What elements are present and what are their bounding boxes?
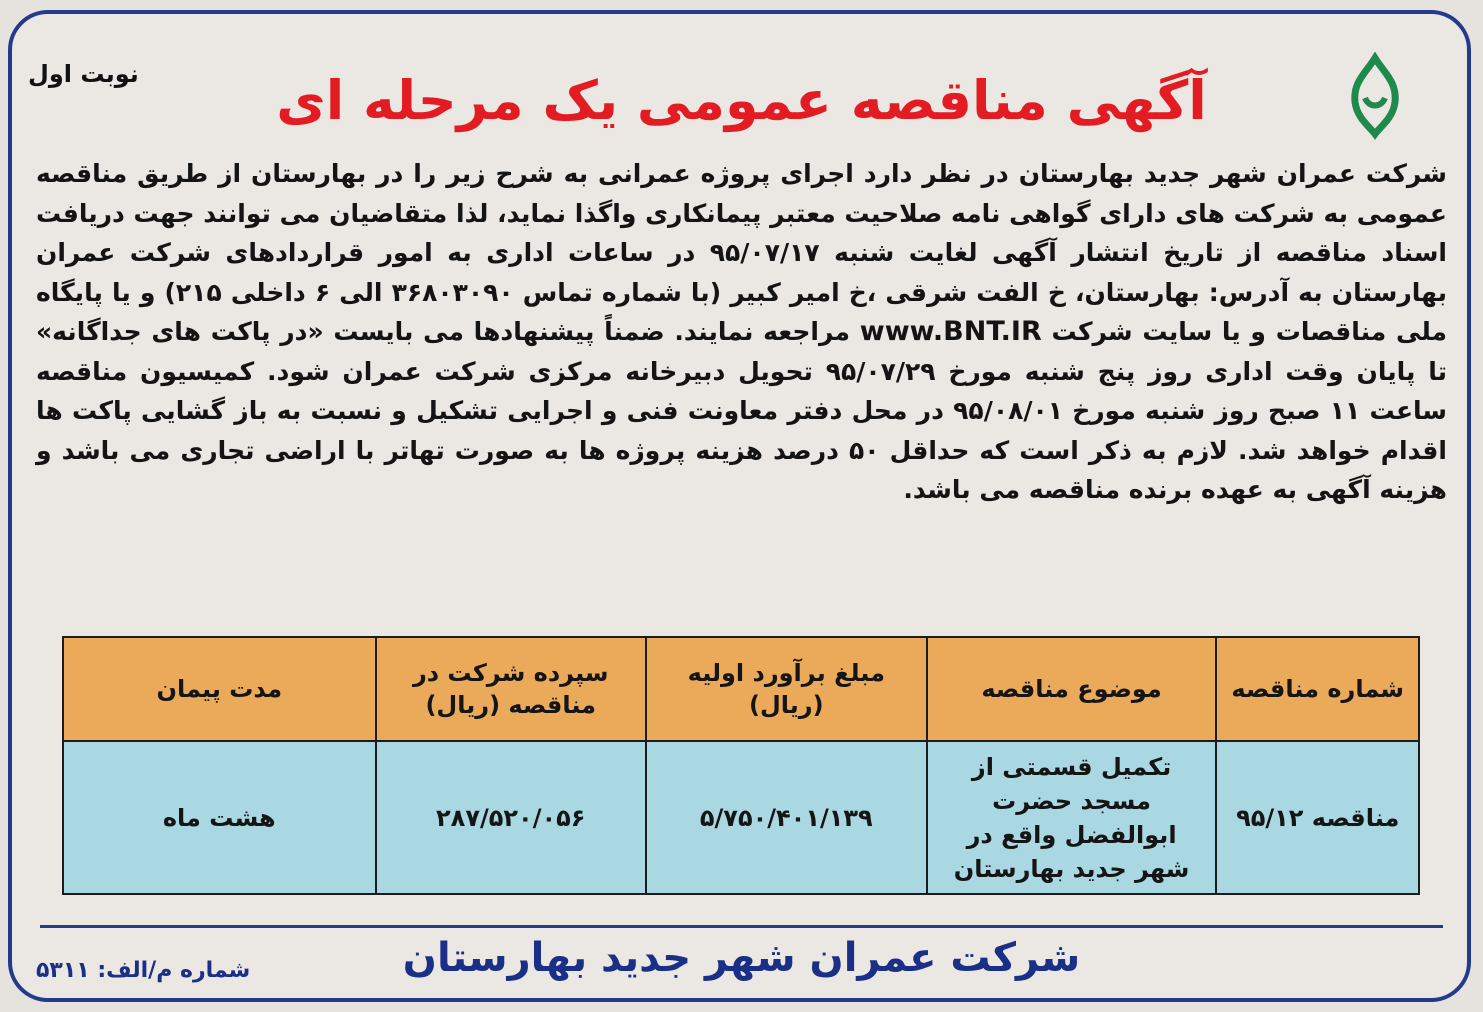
- tender-table: [62, 636, 1420, 895]
- header-contract-duration: مدت پیمان: [63, 637, 376, 741]
- publication-round-label: نوبت اول: [28, 60, 139, 88]
- cell-contract-duration: هشت ماه: [63, 741, 376, 894]
- header-tender-subject: موضوع مناقصه: [927, 637, 1217, 741]
- cell-tender-number: مناقصه ۹۵/۱۲: [1216, 741, 1419, 894]
- notice-title: آگهی مناقصه عمومی یک مرحله ای: [276, 69, 1207, 132]
- notice-body-text: شرکت عمران شهر جدید بهارستان در نظر دارد اجرای پروژه عمرانی به شرح زیر را در بهارستان از طریق مناقصه عمومی به شرکت های دارای گواهی نامه صلاحیت معتبر پیمانکاری واگذا نماید، لذا متقاضیان می توانند جهت دریافت اسناد مناقصه از تاریخ انتشار آگهی لغایت شنبه ۹۵/۰۷/۱۷ در ساعات اداری به امور قراردادهای شرکت عمران بهارستان به آدرس: بهارستان، خ الفت شرقی ،خ امیر کبیر (با شماره تماس ۳۶۸۰۳۰۹۰ الی ۶ داخلی ۲۱۵) و یا پایگاه ملی مناقصات و یا سایت شرکت: [36, 159, 1448, 346]
- header-initial-estimate: مبلغ برآورد اولیه (ریال): [646, 637, 927, 741]
- cell-tender-subject: تکمیل قسمتی از مسجد حضرت ابوالفضل واقع در شهر جدید بهارستان: [927, 741, 1217, 894]
- company-website-link[interactable]: www.BNT.IR: [859, 316, 1042, 347]
- footer-divider: [40, 925, 1443, 928]
- company-logo-icon: [1335, 52, 1415, 142]
- header-participation-deposit: سپرده شرکت در مناقصه (ریال): [376, 637, 646, 741]
- table-row: [63, 741, 1419, 894]
- footer-company-name: شرکت عمران شهر جدید بهارستان: [402, 935, 1081, 981]
- notice-body: [36, 154, 1447, 510]
- tender-table-header-row: [63, 637, 1419, 741]
- footer-reference-number: شماره م/الف: ۵۳۱۱: [36, 958, 251, 983]
- header-tender-number: شماره مناقصه: [1216, 637, 1419, 741]
- notice-body-continued: مراجعه نمایند. ضمناً پیشنهادها می بایست «در پاکت های جداگانه» تا پایان وقت اداری روز پنج شنبه مورخ ۹۵/۰۷/۲۹ تحویل دبیرخانه مرکزی شرکت عمران شود. کمیسیون مناقصه ساعت ۱۱ صبح روز شنبه مورخ ۹۵/۰۸/۰۱ در محل دفتر معاونت فنی و اجرایی تشکیل و نسبت به باز گشایی پاکت ها اقدام خواهد شد. لازم به ذکر است که حداقل ۵۰ درصد هزینه پروژه ها به صورت تهاتر با اراضی تجاری می باشد و هزینه آگهی به عهده برنده مناقصه می باشد.: [36, 317, 1448, 504]
- cell-participation-deposit: ۲۸۷/۵۲۰/۰۵۶: [376, 741, 646, 894]
- cell-initial-estimate: ۵/۷۵۰/۴۰۱/۱۳۹: [646, 741, 927, 894]
